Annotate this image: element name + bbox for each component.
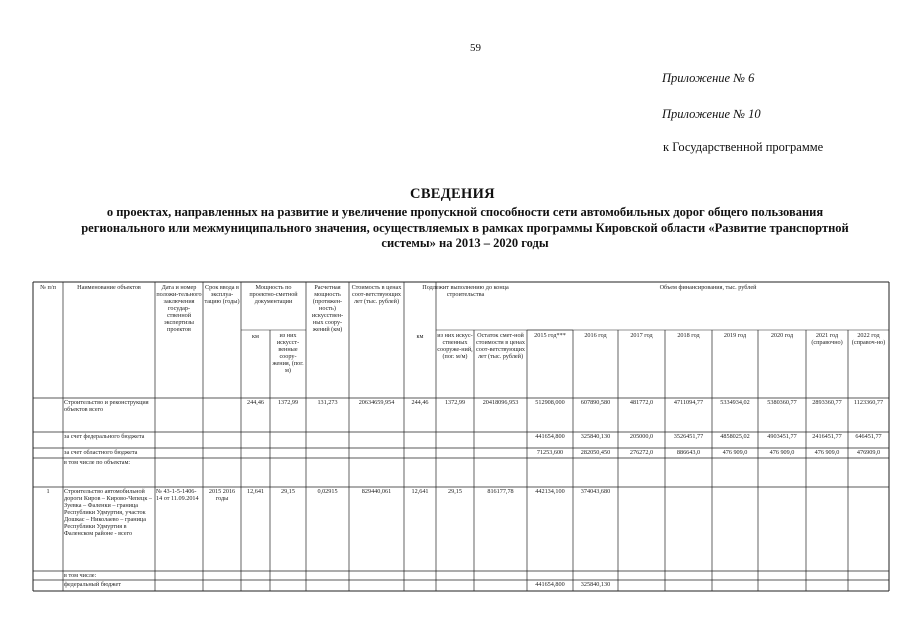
table-cell-name: в том числе по объектам:	[64, 459, 131, 466]
table-cell-year: 276272,0	[629, 449, 654, 456]
header-year: 2018 год	[677, 332, 700, 339]
table-cell-year: 481772,0	[629, 399, 654, 406]
table-cell-year: 476 909,0	[769, 449, 795, 456]
table-cell-num: 1	[46, 488, 50, 495]
table-cell-year: 5334934,02	[720, 399, 750, 406]
header-name: Наименование объектов	[77, 284, 141, 291]
table-cell-year: 1123360,77	[853, 399, 884, 406]
header-rem-cost: Остаток смет-ной стоимости в ценах соот-ветствующих лет (тыс. рублей)	[475, 332, 526, 360]
table-cell-year: 325840,130	[580, 433, 611, 440]
table-cell-year: 3526451,77	[673, 433, 704, 440]
header-remaining: Подлежит выполнению до конца строительства	[422, 284, 509, 298]
header-calc-capacity: Расчетная мощность (протяжен-ность) искусствен-ных соору-жений (км)	[311, 284, 344, 333]
table-cell-rem_cost: 816177,78	[487, 488, 514, 495]
header-capacity: Мощность по проектно-сметной документации	[249, 284, 298, 305]
table-cell-year: 442134,100	[535, 488, 565, 495]
table-cell-year: 71253,600	[536, 449, 564, 456]
appendix-line-1: Приложение № 6	[662, 71, 755, 85]
table-cell-date: № 43-1-5-1406-14 от 11.09.2014	[156, 488, 199, 502]
table-cell-rem_km: 244,46	[411, 399, 429, 406]
table-cell-year: 374043,680	[580, 488, 611, 495]
table-cell-year: 4711094,77	[673, 399, 704, 406]
table-cell-year: 646451,77	[855, 433, 882, 440]
table-cell-year: 476 909,0	[722, 449, 748, 456]
table-cell-year: 886643,0	[676, 449, 701, 456]
table-cell-year: 5380360,77	[767, 399, 797, 406]
page-number: 59	[470, 42, 481, 54]
header-year: 2017 год	[630, 332, 653, 339]
table-cell-cost: 829440,061	[361, 488, 392, 495]
header-date: Дата и номер положи-тельного заключения государ-ственной экспертизы проектов	[156, 284, 202, 333]
document-title: СВЕДЕНИЯ	[410, 186, 495, 202]
document-subtitle: о проектах, направленных на развитие и увеличение пропускной способности сети автомобильных дорог общего пользования регионального или межмуниципального значения, осуществляемых в рамках программы Кировской области «Развитие транспортной системы» на 2013 – 2020 годы	[81, 205, 849, 250]
table-cell-year: 282050,450	[580, 449, 611, 456]
table-cell-name: за счет федерального бюджета	[64, 433, 145, 440]
table-cell-year: 512908,000	[535, 399, 565, 406]
table-cell-year: 325840,130	[580, 581, 611, 588]
table-cell-year: 607890,580	[580, 399, 611, 406]
header-num: № п/п	[40, 284, 56, 291]
table-cell-year: 441654,800	[535, 581, 565, 588]
table-cell-cap_km: 12,641	[246, 488, 264, 495]
table-cell-name: федеральный бюджет	[64, 581, 121, 588]
header-cost: Стоимость в ценах соот-ветствующих лет (тыс. рублей)	[351, 284, 402, 305]
table-cell-name: Строительство автомобильной дороги Киров – Кирово-Чепецк – Зуевка – Фаленки – граница Республики Удмуртия, участок Дошкас – Николаево – граница Республики Удмуртия в Фаленском районе - всего	[64, 488, 153, 537]
header-year: 2021 год (справочно)	[811, 332, 843, 346]
table-cell-period: 2015 2016 годы	[208, 488, 236, 502]
header-cap-struct: из них искусст-венные соору-жения, (пог. м)	[272, 332, 304, 374]
table-cell-rem_struct: 29,15	[448, 488, 462, 495]
appendix-line-3: к Государственной программе	[663, 140, 824, 154]
appendix-line-2: Приложение № 10	[662, 107, 761, 121]
table-cell-rem_struct: 1372,99	[444, 399, 466, 406]
table-cell-rem_km: 12,641	[411, 488, 429, 495]
header-year: 2020 год	[770, 332, 794, 339]
table-cell-cap_struct: 29,15	[281, 488, 295, 495]
table-cell-rem_cost: 20418096,953	[482, 399, 519, 406]
header-rem-struct: из них искус-ственных сооруже-ний, (пог. м/м)	[437, 332, 473, 360]
table-cell-year: 4858025,02	[720, 433, 750, 440]
table-cell-year: 205000,0	[629, 433, 654, 440]
header-year: 2016 год	[584, 332, 607, 339]
header-rem-km: км	[416, 333, 424, 340]
table-cell-name: в том числе:	[64, 572, 97, 579]
table-cell-year: 4903451,77	[767, 433, 797, 440]
table-cell-year: 2416451,77	[812, 433, 842, 440]
table-cell-year: 476 909,0	[814, 449, 840, 456]
table-cell-name: Строительство и реконструкция объектов всего	[64, 399, 149, 413]
table-cell-cap_struct: 1372,99	[277, 399, 299, 406]
table-cell-year: 2893360,77	[812, 399, 842, 406]
table-cell-calc: 131,273	[317, 399, 338, 406]
table-cell-cap_km: 244,46	[246, 399, 264, 406]
header-cap-km: км	[252, 333, 259, 340]
table-cell-calc: 0,02915	[317, 488, 338, 495]
table-cell-year: 476909,0	[856, 449, 881, 456]
header-period: Срок ввода в эксплуа-тацию (годы)	[204, 284, 240, 305]
table-cell-year: 441654,800	[535, 433, 565, 440]
header-year: 2019 год	[723, 332, 747, 339]
header-funding: Объем финансирования, тыс. рублей	[659, 284, 757, 291]
table-cell-cost: 20634659,954	[358, 399, 395, 406]
header-year: 2015 год***	[534, 332, 566, 339]
table-cell-name: за счет областного бюджета	[64, 449, 138, 456]
header-year: 2022 год (справоч-но)	[851, 332, 886, 346]
